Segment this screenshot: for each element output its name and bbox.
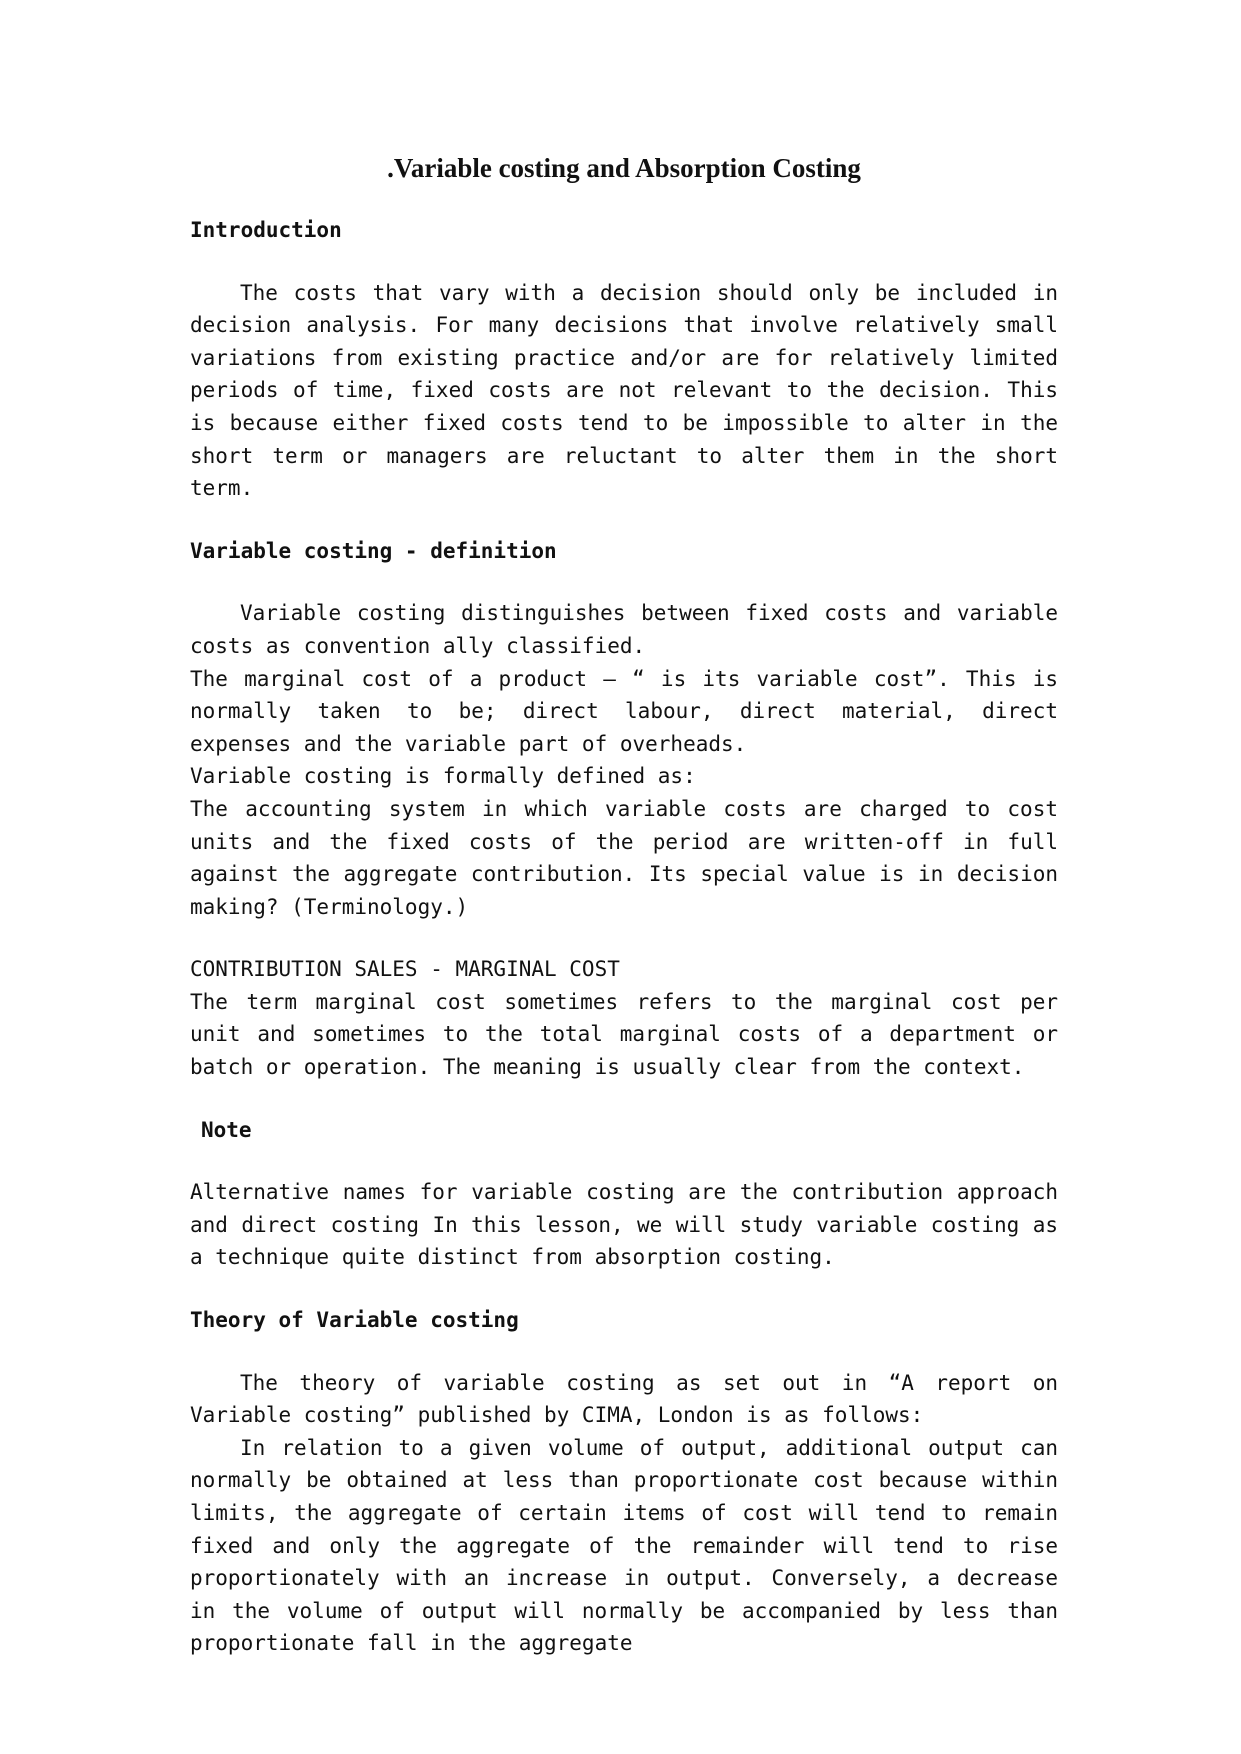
paragraph-contribution: The term marginal cost sometimes refers to the marginal cost per unit and sometimes to the total marginal costs of a department or batch or operation. The meaning is usually clear from the context. — [190, 989, 1058, 1080]
document-title: .Variable costing and Absorption Costing — [387, 153, 861, 183]
paragraph-note: Alternative names for variable costing are the contribution approach and direct costing In this lesson, we will study variable costing as a technique quite distinct from absorption costing. — [190, 1180, 1058, 1270]
paragraph-definition-4: The accounting system in which variable costs are charged to cost units and the fixed costs of the period are written-off in full against the aggregate contribution. Its special value is in decision making? (Terminology.) — [190, 796, 1058, 919]
paragraph-definition-3: Variable costing is formally defined as: — [190, 764, 696, 789]
document-body — [190, 148, 1058, 1660]
paragraph-definition-1: Variable costing distinguishes between fixed costs and variable costs as convention ally classified. — [190, 601, 1058, 658]
heading-introduction: Introduction — [190, 218, 342, 242]
paragraph-theory-2: In relation to a given volume of output, additional output can normally be obtained at less than proportionate cost because within limits, the aggregate of certain items of cost will tend to remain fixed and only the aggregate of the remainder will tend to rise proportionately with an increase in output. Conversely, a decrease in the volume of output will normally be accompanied by less than proportionate fall in the aggregate — [190, 1435, 1058, 1656]
contribution-formula: CONTRIBUTION SALES - MARGINAL COST — [190, 957, 620, 982]
paragraph-definition-2: The marginal cost of a product – “ is its variable cost”. This is normally taken to be; direct labour, direct material, direct expenses and the variable part of overheads. — [190, 666, 1058, 756]
heading-theory-of-variable-costing: Theory of Variable costing — [190, 1308, 519, 1333]
heading-note: Note — [201, 1117, 252, 1142]
heading-variable-costing-definition: Variable costing - definition — [190, 538, 557, 563]
paragraph-theory-1: The theory of variable costing as set out in “A report on Variable costing” published by CIMA, London is as follows: — [190, 1370, 1058, 1428]
paragraph-introduction: The costs that vary with a decision should only be included in decision analysis. For many decisions that involve relatively small variations from existing practice and/or are for relatively limited periods of time, fixed costs are not relevant to the decision. This is because either fixed costs tend to be impossible to alter in the short term or managers are reluctant to alter them in the short term. — [190, 280, 1058, 501]
